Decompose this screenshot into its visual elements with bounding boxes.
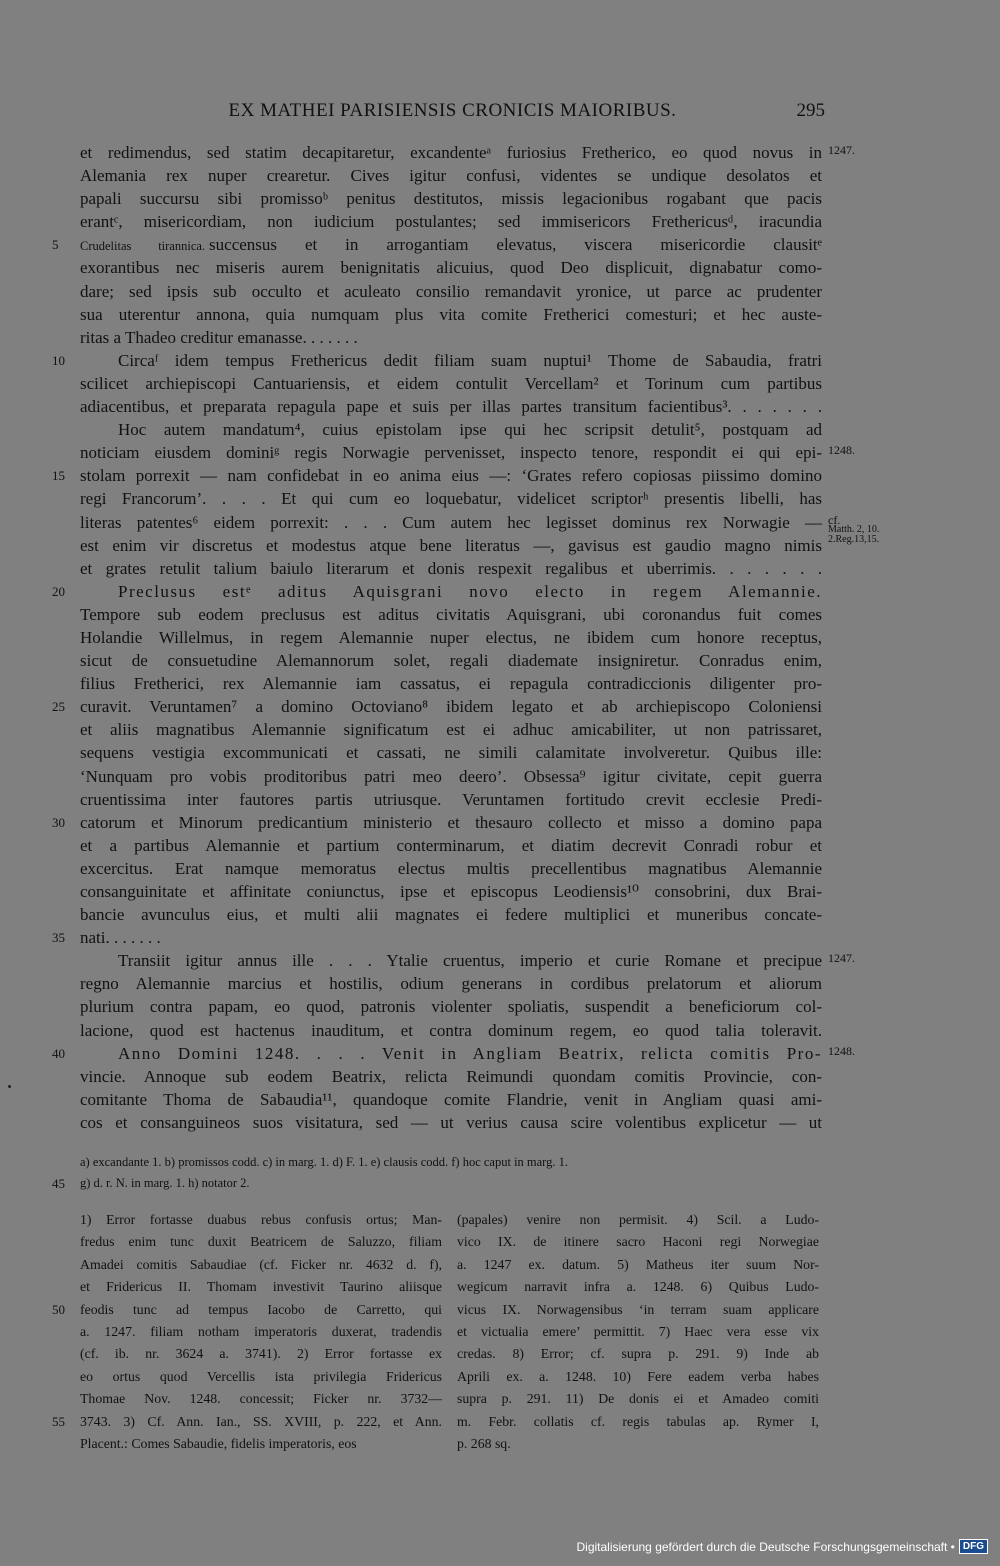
text-line — [80, 903, 822, 926]
text-line — [52, 233, 822, 256]
line-text: sequens vestigia excommunicati et cassati, ne simili calamitate involveretur. Quibus ille: — [80, 743, 822, 763]
critical-apparatus — [52, 1152, 822, 1194]
text-line — [80, 280, 822, 303]
text-line — [80, 1343, 442, 1365]
line-text: et redimendus, sed statim decapitaretur, excandenteᵃ furiosius Fretherico, eo quod novus in — [80, 143, 822, 162]
text-line — [80, 1209, 442, 1231]
line-text: sicut de consuetudine Alemannorum solet, regali diademate insigniretur. Conradus enim, — [80, 651, 822, 671]
line-number: 30 — [52, 814, 65, 830]
line-text: erantᶜ, misericordiam, non iudicium postulantes; sed immisericors Frethericusᵈ, iracundia — [80, 212, 822, 232]
line-text: vincie. Annoque sub eodem Beatrix, relicta Reimundi quondam comitis Provincie, con- — [80, 1066, 822, 1086]
text-line — [52, 1042, 855, 1065]
footnote-column-left — [52, 1209, 442, 1455]
digitization-footer — [576, 1539, 988, 1554]
text-line — [80, 557, 822, 580]
line-number: 20 — [52, 583, 65, 599]
line-text: supra p. 291. 11) De donis ei et Amadeo comiti — [457, 1391, 819, 1407]
line-text: p. 268 sq. — [457, 1435, 511, 1451]
line-number: 25 — [52, 699, 65, 715]
line-text: nati. . . . . . . — [80, 928, 161, 948]
line-text: (cf. ib. nr. 3624 a. 3741). 2) Error fortasse ex — [80, 1346, 442, 1362]
text-line — [52, 580, 822, 603]
margin-year: cf. — [828, 512, 841, 527]
line-text: dare; sed ipsis sub occulto et aculeato consilio remandavit yronice, ut parce ac prudenter — [80, 281, 822, 301]
line-text: noticiam eiusdem dominiᵍ regis Norwagie pervenisset, inspecto tenore, respondit ei qui epi- — [80, 443, 822, 463]
line-text: wegicum narravit infra a. 1248. 6) Quibus Ludo- — [457, 1279, 819, 1295]
text-line — [80, 395, 822, 418]
text-line — [80, 523, 880, 557]
text-line — [457, 1411, 819, 1433]
text-line — [80, 326, 822, 349]
line-text: vicus IX. Norwagensibus ‘in terram suam applicare — [457, 1301, 819, 1317]
text-line — [80, 949, 855, 972]
text-line — [80, 1388, 442, 1410]
text-line — [80, 718, 822, 741]
line-text: lacione, quod est hactenus inauditum, et contra dominum regem, eo quod talia toleravit. — [80, 1020, 822, 1040]
text-line — [80, 1065, 822, 1088]
line-text: vico IX. de itinere sacro Haconi regi Norwegiae — [457, 1234, 819, 1250]
text-line — [52, 464, 822, 487]
line-text: excercitus. Erat namque memoratus electus multis precellentibus magnatibus Alemannie — [80, 858, 822, 878]
page-header — [80, 100, 825, 130]
line-text: Amadei comitis Sabaudiae (cf. Ficker nr. 4632 d. f), — [80, 1256, 442, 1272]
text-line — [52, 349, 822, 372]
text-line — [80, 1152, 822, 1173]
page-number: 295 — [796, 100, 825, 121]
text-line — [457, 1231, 819, 1253]
text-line — [457, 1433, 819, 1455]
text-line — [457, 1276, 819, 1298]
line-text: bancie avunculus eius, et multi alii magnates ei federe multiplici et muneribus concate- — [80, 905, 822, 925]
text-line — [80, 1088, 822, 1111]
line-text: Anno Domini 1248. . . . Venit in Angliam Beatrix, relicta comitis Pro- — [118, 1043, 822, 1063]
text-line — [80, 441, 855, 464]
line-text: cos et consanguineos suos visitatura, sed — ut verius causa scire volentibus explicetur — ut — [80, 1112, 822, 1132]
line-text: papali succursu sibi promissoᵇ penitus destitutos, missis legacionibus rogabant que pacis — [80, 189, 822, 209]
line-text: regno Alemannie marcius et hostilis, odium generans in cordibus prelatorum et aliorum — [80, 974, 822, 994]
text-line — [80, 834, 822, 857]
text-line — [52, 811, 822, 834]
line-text: cruentissima inter fautores partis utriusque. Veruntamen fortitudo crevit ecclesie Predi- — [80, 789, 822, 809]
line-text: Thomae Nov. 1248. concessit; Ficker nr. 3732— — [80, 1391, 442, 1407]
text-line — [52, 695, 822, 718]
line-text: Holandie Willelmus, in regem Alemannie nuper electus, ne ibidem cum honore receptus, — [80, 627, 822, 647]
line-text: eo ortus quod Vercellis ista privilegia Fridericus — [80, 1368, 442, 1384]
text-line — [80, 418, 822, 441]
line-text: est enim vir discretus et modestus atque bene literatus —, gavisus est gaudio magno nimis — [80, 535, 822, 555]
line-text: stolam porrexit — nam confidebat in eo anima eius —: ‘Grates refero copiosas piissimo domino — [80, 466, 822, 486]
line-text: Circaᶠ idem tempus Frethericus dedit filiam suam nuptui¹ Thome de Sabaudia, fratri — [118, 350, 822, 370]
text-line — [80, 857, 822, 880]
text-line — [80, 1321, 442, 1343]
line-text: comitante Thoma de Sabaudia¹¹, quandoque comite Flandrie, venit in Angliam quasi ami- — [80, 1089, 822, 1109]
line-text: Preclusus estᵉ aditus Aquisgrani novo electo in regem Alemannie. — [118, 581, 822, 601]
line-text: ‘Nunquam pro vobis proditoribus patri meo deero’. Obsessa⁹ igitur civitate, cepit guerra — [80, 766, 822, 786]
line-text: catorum et Minorum predicantium ministerio et thesauro collecto et misso a domino papa — [80, 812, 822, 832]
text-line — [80, 788, 822, 811]
text-line — [80, 1276, 442, 1298]
line-number: 5 — [52, 237, 59, 253]
line-text: credas. 8) Error; cf. supra p. 291. 9) Inde ab — [457, 1346, 819, 1362]
scan-speck — [8, 1085, 11, 1088]
main-text — [52, 141, 880, 1134]
text-line — [457, 1254, 819, 1276]
text-line — [80, 995, 822, 1018]
line-text: exorantibus nec miseris aurem benignitatis alicuius, quod Deo displicuit, dignabatur como- — [80, 258, 822, 278]
line-text: ritas a Thadeo creditur emanasse. . . . . . . — [80, 327, 358, 347]
text-line — [80, 741, 822, 764]
text-line — [80, 626, 822, 649]
line-text: m. Febr. collatis cf. regis tabulas ap. Rymer I, — [457, 1413, 819, 1429]
line-text: et Fridericus II. Thomam investivit Taurino aliisque — [80, 1279, 442, 1295]
line-text: adiacentibus, et preparata repagula pape et suis per illas partes transitum facientibus³. . . . . . . — [80, 397, 822, 417]
line-text: et aliis magnatibus Alemannie significatum est ei adhuc amicabiliter, ut non patrissaret, — [80, 720, 822, 740]
line-text: (papales) venire non permisit. 4) Scil. a Ludo- — [457, 1212, 819, 1227]
margin-year: 1248. — [828, 1043, 855, 1058]
text-line — [80, 672, 822, 695]
text-line — [80, 303, 822, 326]
text-line — [80, 603, 822, 626]
text-line — [52, 926, 822, 949]
line-text: feodis tunc ad tempus Iacobo de Carretto, qui — [80, 1301, 442, 1317]
text-line — [80, 880, 822, 903]
text-line — [80, 487, 822, 510]
line-text: filius Fretherici, rex Alemannie iam cassatus, ei repagula contradiccionis diligenter pro- — [80, 674, 822, 694]
text-line — [80, 210, 822, 233]
line-text: et victualia emere’ permittit. 7) Haec vera esse vix — [457, 1323, 819, 1339]
line-text: plurium contra papam, eo quod, patronis violenter spoliatis, suspendit a beneficiorum col- — [80, 997, 822, 1017]
line-text: succensus et in arrogantiam elevatus, viscera misericordie clausitᵉ — [209, 235, 822, 255]
line-text: a. 1247 ex. datum. 5) Matheus iter suum Nor- — [457, 1256, 819, 1272]
line-number: 50 — [52, 1301, 65, 1317]
line-text: curavit. Veruntamen⁷ a domino Octoviano⁸ ibidem legato et ab archiepiscopo Coloniensi — [80, 697, 822, 717]
text-line — [80, 1231, 442, 1253]
line-text: et grates retulit talium baiulo literarum et donis respexit regalibus et uberrimis. . . . . . . — [80, 558, 822, 578]
margin-year: 1247. — [828, 951, 855, 966]
line-text: regi Francorum’. . . . Et qui cum eo loquebatur, videlicet scriptorʰ presentis libelli, has — [80, 489, 822, 509]
text-line — [80, 1111, 822, 1134]
text-line — [80, 256, 822, 279]
line-text: Aprili ex. a. 1248. 10) Fere eadem verba habes — [457, 1368, 819, 1384]
line-number: 55 — [52, 1413, 65, 1429]
margin-year: 1248. — [828, 443, 855, 458]
text-line — [80, 1254, 442, 1276]
line-text: consanguinitate et affinitate coniunctus, ipse et episcopus Leodiensis¹⁰ consobrini, dux Brai- — [80, 882, 822, 901]
text-line — [80, 141, 855, 164]
line-number: 10 — [52, 352, 65, 368]
text-line — [80, 164, 822, 187]
text-line — [80, 1366, 442, 1388]
text-line — [80, 765, 822, 788]
line-text: et a partibus Alemannie et partium conterminarum, et diatim decrevit Conradi robur et — [80, 835, 822, 855]
line-number: 35 — [52, 930, 65, 946]
text-line — [52, 1299, 442, 1321]
text-line — [52, 1173, 822, 1194]
line-number: 45 — [52, 1176, 65, 1191]
footer-text: Digitalisierung gefördert durch die Deutsche Forschungsgemeinschaft • — [576, 1539, 955, 1554]
text-line — [457, 1343, 819, 1365]
line-text: literas patentes⁶ eidem porrexit: . . . Cum autem hec legisset dominus rex Norwagie — — [80, 512, 822, 532]
line-text: fredus enim tunc duxit Beatricem de Saluzzo, filiam — [80, 1234, 442, 1250]
text-line — [457, 1299, 819, 1321]
text-line — [80, 1019, 822, 1042]
line-text: sua uterentur annona, quia numquam plus vita comite Fretherici comesturi; et hec auste- — [80, 304, 822, 324]
text-line — [457, 1388, 819, 1410]
margin-year: 1247. — [828, 143, 855, 157]
line-number: 40 — [52, 1045, 65, 1061]
line-number: 15 — [52, 468, 65, 484]
line-text: 1) Error fortasse duabus rebus confusis ortus; Man- — [80, 1212, 442, 1227]
line-text: Tempore sub eodem preclusus est aditus civitatis Aquisgrani, ubi coronandus fuit comes — [80, 604, 822, 624]
line-text: g) d. r. N. in marg. 1. h) notator 2. — [80, 1176, 250, 1190]
text-line — [80, 1433, 442, 1455]
footnote-column-right — [457, 1209, 819, 1455]
running-title: EX MATHEI PARISIENSIS CRONICIS MAIORIBUS. — [228, 100, 677, 121]
text-line — [80, 372, 822, 395]
line-text: 3743. 3) Cf. Ann. Ian., SS. XVIII, p. 222, et Ann. — [80, 1413, 442, 1429]
text-line — [80, 187, 822, 210]
line-text: Transiit igitur annus ille . . . Ytalie cruentus, imperio et curie Romane et precipue — [118, 951, 822, 971]
text-line — [457, 1209, 819, 1231]
line-text: a) excandante 1. b) promissos codd. c) in marg. 1. d) F. 1. e) clausis codd. f) hoc caput in marg. 1. — [80, 1155, 568, 1169]
text-line — [457, 1321, 819, 1343]
text-line — [80, 972, 822, 995]
text-line — [80, 649, 822, 672]
line-text: Hoc autem mandatum⁴, cuius epistolam ipse qui hec scripsit detulit⁵, postquam ad — [118, 420, 822, 440]
text-line — [457, 1366, 819, 1388]
line-text: scilicet archiepiscopi Cantuariensis, et eidem contulit Vercellam² et Torinum cum partibus — [80, 373, 822, 393]
line-text: Alemania rex nuper crearetur. Cives igitur confusi, videntes se undique desolatos et — [80, 166, 822, 186]
dfg-logo: DFG — [959, 1539, 988, 1554]
text-line — [52, 1411, 442, 1433]
margin-year: Matth. 2, 10. 2.Reg.13,15. — [828, 523, 880, 545]
line-text: a. 1247. filiam notham imperatoris duxerat, tradendis — [80, 1323, 442, 1339]
text-line — [80, 511, 841, 534]
side-note: Crudelitas tirannica. — [80, 239, 206, 254]
line-text: Placent.: Comes Sabaudie, fidelis imperatoris, eos — [80, 1435, 357, 1451]
